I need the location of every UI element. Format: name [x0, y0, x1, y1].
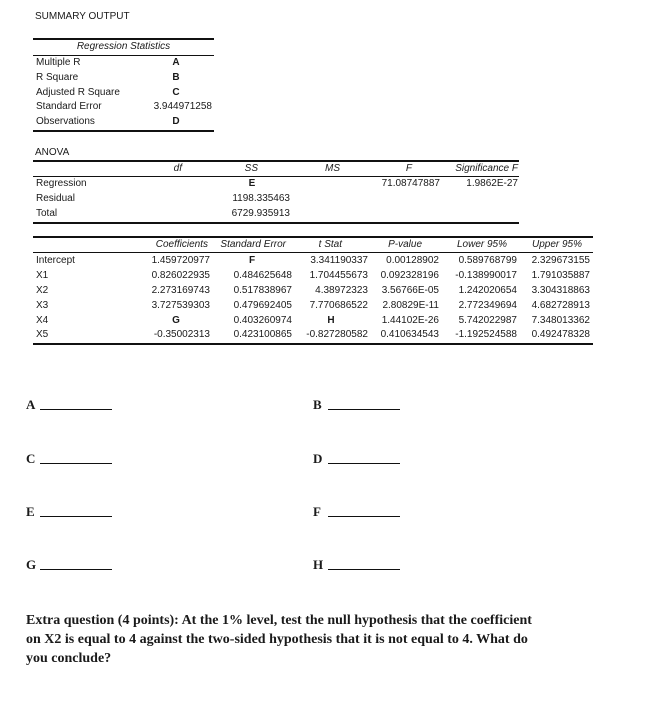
- coefficient-cell: G: [172, 315, 180, 326]
- lower-95-cell: 1.242020654: [458, 285, 517, 296]
- extra-question: [26, 611, 626, 668]
- answer-label-c: C: [26, 451, 36, 466]
- upper-95-cell: 2.329673155: [531, 255, 590, 266]
- t-stat-cell: -0.827280582: [306, 329, 368, 340]
- row-label: Regression: [36, 178, 87, 189]
- row-label: X1: [36, 270, 49, 281]
- std-error-cell: 0.403260974: [233, 315, 292, 326]
- column-header: Significance F: [455, 163, 518, 174]
- upper-95-cell: 7.348013362: [531, 315, 590, 326]
- answer-blank-d[interactable]: [328, 463, 400, 464]
- std-error-cell: 0.423100865: [233, 329, 292, 340]
- upper-95-cell: 3.304318863: [531, 285, 590, 296]
- stat-label: Multiple R: [36, 57, 81, 68]
- answer-label-a: A: [26, 397, 36, 412]
- stat-value: D: [172, 116, 180, 127]
- p-value-cell: 0.092328196: [380, 270, 439, 281]
- answer-label-b: B: [313, 397, 322, 412]
- row-label: X5: [36, 329, 49, 340]
- header-rule: [33, 252, 593, 253]
- t-stat-cell: 1.704455673: [309, 270, 368, 281]
- coefficient-cell: 1.459720977: [151, 255, 210, 266]
- summary-title: SUMMARY OUTPUT: [35, 11, 130, 22]
- ss-cell: E: [248, 178, 256, 189]
- lower-95-cell: 2.772349694: [458, 300, 517, 311]
- f-cell: 71.08747887: [381, 178, 440, 189]
- lower-95-cell: 5.742022987: [458, 315, 517, 326]
- p-value-cell: 2.80829E-11: [382, 300, 439, 311]
- coefficient-cell: 0.826022935: [151, 270, 210, 281]
- ss-cell: 1198.335463: [232, 193, 290, 204]
- row-label: X3: [36, 300, 49, 311]
- row-label: Residual: [36, 193, 75, 204]
- column-header: df: [173, 163, 182, 174]
- column-header: Coefficients: [155, 239, 208, 250]
- upper-95-cell: 0.492478328: [531, 329, 590, 340]
- stat-value: A: [172, 57, 180, 68]
- coefficient-cell: 2.273169743: [151, 285, 210, 296]
- column-header: Lower 95%: [456, 239, 507, 250]
- stat-value: 3.944971258: [153, 101, 212, 112]
- std-error-cell: 0.484625648: [233, 270, 292, 281]
- column-header: Standard Error: [220, 239, 286, 250]
- column-header: MS: [325, 163, 340, 174]
- column-header: P-value: [388, 239, 422, 250]
- answer-blank-f[interactable]: [328, 516, 400, 517]
- answer-blank-c[interactable]: [40, 463, 112, 464]
- answer-label-f: F: [313, 504, 321, 519]
- t-stat-cell: 7.770686522: [309, 300, 368, 311]
- table-bottom-rule: [33, 222, 519, 224]
- regression-statistics-header: Regression Statistics: [76, 41, 171, 52]
- table-top-rule: [33, 160, 519, 162]
- answer-blank-a[interactable]: [40, 409, 112, 410]
- row-label: Total: [36, 208, 58, 219]
- p-value-cell: 1.44102E-26: [381, 315, 439, 326]
- p-value-cell: 0.410634543: [380, 329, 439, 340]
- table-bottom-rule: [33, 343, 593, 345]
- lower-95-cell: -1.192524588: [455, 329, 517, 340]
- lower-95-cell: 0.589768799: [458, 255, 517, 266]
- t-stat-cell: 3.341190337: [310, 255, 368, 266]
- anova-title: ANOVA: [35, 147, 70, 158]
- p-value-cell: 3.56766E-05: [381, 285, 439, 296]
- t-stat-cell: 4.38972323: [315, 285, 368, 296]
- upper-95-cell: 1.791035887: [531, 270, 590, 281]
- stat-label: R Square: [36, 72, 79, 83]
- answer-blank-h[interactable]: [328, 569, 400, 570]
- table-top-rule: [33, 236, 593, 238]
- row-label: Intercept: [36, 255, 75, 266]
- significance-f-cell: 1.9862E-27: [466, 178, 518, 189]
- answer-label-d: D: [313, 451, 323, 466]
- stat-label: Adjusted R Square: [36, 87, 120, 98]
- extra-question-line: Extra question (4 points): At the 1% level, test the null hypothesis that the coefficient: [26, 613, 532, 628]
- answer-label-e: E: [26, 504, 35, 519]
- row-label: X4: [36, 315, 49, 326]
- column-header: SS: [244, 163, 258, 174]
- std-error-cell: F: [248, 255, 256, 266]
- stat-label: Standard Error: [36, 101, 102, 112]
- coefficient-cell: -0.35002313: [153, 329, 210, 340]
- t-stat-cell: H: [327, 315, 335, 326]
- extra-question-line: you conclude?: [26, 651, 112, 666]
- header-rule: [33, 55, 214, 56]
- stat-value: C: [172, 87, 180, 98]
- upper-95-cell: 4.682728913: [531, 300, 590, 311]
- coefficient-cell: 3.727539303: [151, 300, 210, 311]
- answer-label-h: H: [313, 557, 324, 572]
- column-header: F: [405, 163, 412, 174]
- stat-label: Observations: [36, 116, 95, 127]
- ss-cell: 6729.935913: [231, 208, 290, 219]
- column-header: t Stat: [318, 239, 342, 250]
- column-header: Upper 95%: [531, 239, 582, 250]
- lower-95-cell: -0.138990017: [455, 270, 517, 281]
- std-error-cell: 0.479692405: [233, 300, 292, 311]
- row-label: X2: [36, 285, 49, 296]
- stat-value: B: [172, 72, 180, 83]
- header-rule: [33, 176, 519, 177]
- extra-question-line: on X2 is equal to 4 against the two-sided hypothesis that it is not equal to 4. What do: [26, 632, 528, 647]
- table-top-rule: [33, 38, 214, 40]
- table-bottom-rule: [33, 130, 214, 132]
- answer-blank-g[interactable]: [40, 569, 112, 570]
- std-error-cell: 0.517838967: [233, 285, 292, 296]
- answer-blank-b[interactable]: [328, 409, 400, 410]
- answer-blank-e[interactable]: [40, 516, 112, 517]
- answer-label-g: G: [26, 557, 37, 572]
- p-value-cell: 0.00128902: [386, 255, 439, 266]
